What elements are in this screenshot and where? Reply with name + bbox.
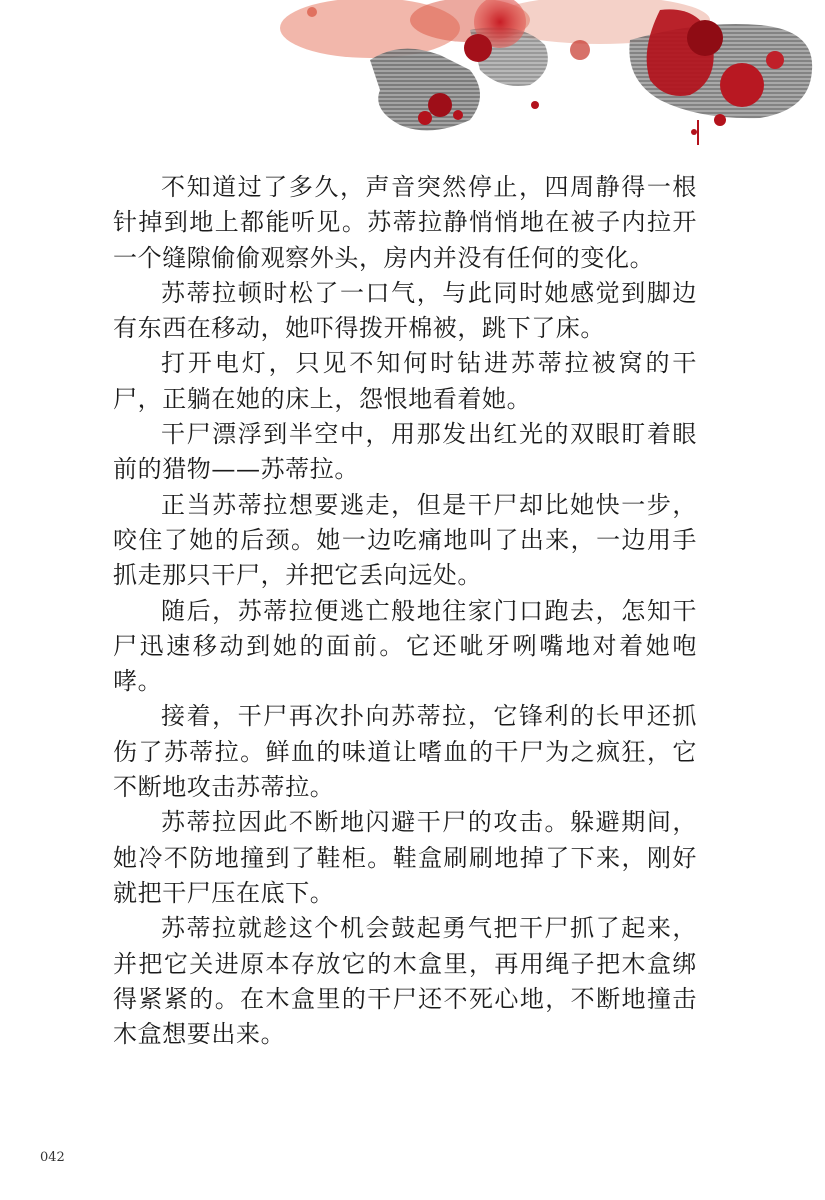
- page-number: 042: [40, 1150, 65, 1165]
- paragraph: 苏蒂拉因此不断地闪避干尸的攻击。躲避期间，她冷不防地撞到了鞋柜。鞋盒刷刷地掉了下来，刚好就把干尸压在底下。: [113, 808, 697, 907]
- paragraph: 打开电灯，只见不知何时钻进苏蒂拉被窝的干尸，正躺在她的床上，怨恨地看着她。: [113, 349, 697, 413]
- paragraph: 苏蒂拉顿时松了一口气，与此同时她感觉到脚边有东西在移动，她吓得拨开棉被，跳下了床。: [113, 278, 697, 343]
- blood-splatter-header-art: [0, 0, 825, 160]
- paragraph: 干尸漂浮到半空中，用那发出红光的双眼盯着眼前的猎物——苏蒂拉。: [113, 420, 697, 484]
- paragraph: 正当苏蒂拉想要逃走，但是干尸却比她快一步，咬住了她的后颈。她一边吃痛地叫了出来，一边用手抓走那只干尸，并把它丢向远处。: [113, 490, 697, 590]
- paragraph: 不知道过了多久，声音突然停止，四周静得一根针掉到地上都能听见。苏蒂拉静悄悄地在被子内拉开一个缝隙偷偷观察外头，房内并没有任何的变化。: [113, 173, 697, 272]
- paragraph: 苏蒂拉就趁这个机会鼓起勇气把干尸抓了起来，并把它关进原本存放它的木盒里，再用绳子把木盒绑得紧紧的。在木盒里的干尸还不死心地，不断地撞击木盒想要出来。: [113, 914, 697, 1049]
- story-text: [113, 170, 697, 1052]
- paragraph: 接着，干尸再次扑向苏蒂拉，它锋利的长甲还抓伤了苏蒂拉。鲜血的味道让嗜血的干尸为之疯狂，它不断地攻击苏蒂拉。: [113, 702, 697, 802]
- paragraph: 随后，苏蒂拉便逃亡般地往家门口跑去，怎知干尸迅速移动到她的面前。它还呲牙咧嘴地对着她咆哮。: [113, 596, 697, 696]
